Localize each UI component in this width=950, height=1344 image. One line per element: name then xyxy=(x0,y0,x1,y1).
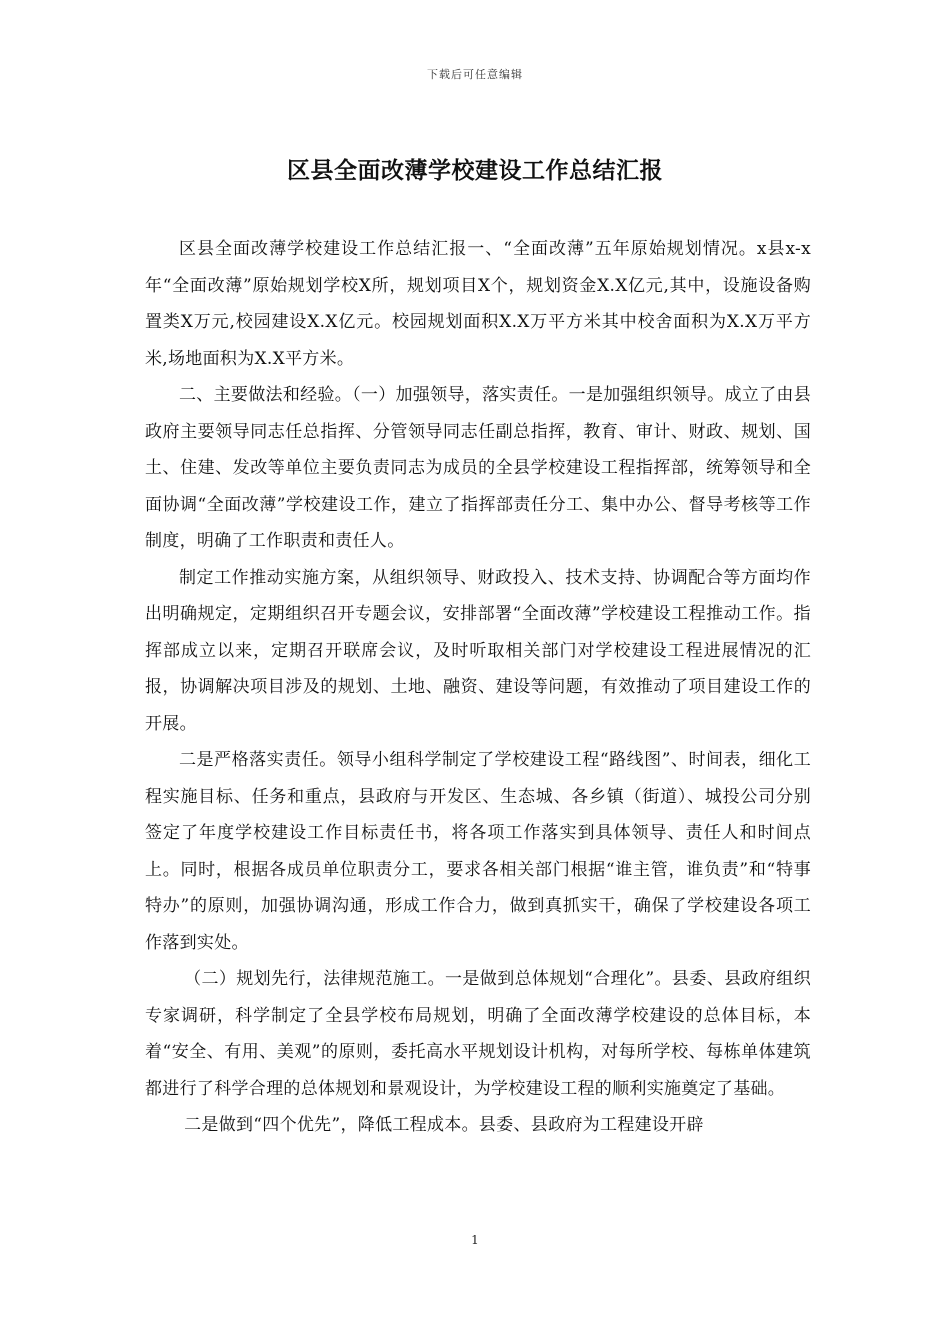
header-note: 下载后可任意编辑 xyxy=(427,68,523,81)
paragraph-6: 二是做到“四个优先”，降低工程成本。县委、县政府为工程建设开辟 xyxy=(184,1115,704,1135)
paragraph-4: 二是严格落实责任。领导小组科学制定了学校建设工程“路线图”、时间表，细化工程实施目标、任务和重点，县政府与开发区、生态城、各乡镇（街道）、城投公司分别签定了年度学校建设工作目标责任书，将各项工作落实到具体领导、责任人和时间点上。同时，根据各成员单位职责分工，要求各相关部门根据“谁主管，谁负责”和“特事特办”的原则，加强协调沟通，形成工作合力，做到真抓实干，确保了学校建设各项工作落到实处。 xyxy=(145,750,811,953)
paragraph-1: 区县全面改薄学校建设工作总结汇报一、“全面改薄”五年原始规划情况。x县x-x年“全面改薄”原始规划学校X所，规划项目X个，规划资金X.X亿元,其中，设施设备购置类X万元,校园建设X.X亿元。校园规划面积X.X万平方米其中校舍面积为X.X万平方米,场地面积为X.X平方米。 xyxy=(145,239,811,369)
page-number: 1 xyxy=(471,1233,479,1247)
document-body xyxy=(145,231,811,1144)
paragraph-5: （二）规划先行，法律规范施工。一是做到总体规划“合理化”。县委、县政府组织专家调研，科学制定了全县学校布局规划，明确了全面改薄学校建设的总体目标，本着“安全、有用、美观”的原则，委托高水平规划设计机构，对每所学校、每栋单体建筑都进行了科学合理的总体规划和景观设计，为学校建设工程的顺利实施奠定了基础。 xyxy=(145,969,811,1099)
paragraph-3: 制定工作推动实施方案，从组织领导、财政投入、技术支持、协调配合等方面均作出明确规定，定期组织召开专题会议，安排部署“全面改薄”学校建设工程推动工作。指挥部成立以来，定期召开联席会议，及时听取相关部门对学校建设工程进展情况的汇报，协调解决项目涉及的规划、土地、融资、建设等问题，有效推动了项目建设工作的开展。 xyxy=(145,567,811,734)
paragraph-2: 二、主要做法和经验。（一）加强领导，落实责任。一是加强组织领导。成立了由县政府主要领导同志任总指挥、分管领导同志任副总指挥，教育、审计、财政、规划、国土、住建、发改等单位主要负责同志为成员的全县学校建设工程指挥部，统筹领导和全面协调“全面改薄”学校建设工作，建立了指挥部责任分工、集中办公、督导考核等工作制度，明确了工作职责和责任人。 xyxy=(145,385,811,551)
document-title: 区县全面改薄学校建设工作总结汇报 xyxy=(287,157,663,184)
